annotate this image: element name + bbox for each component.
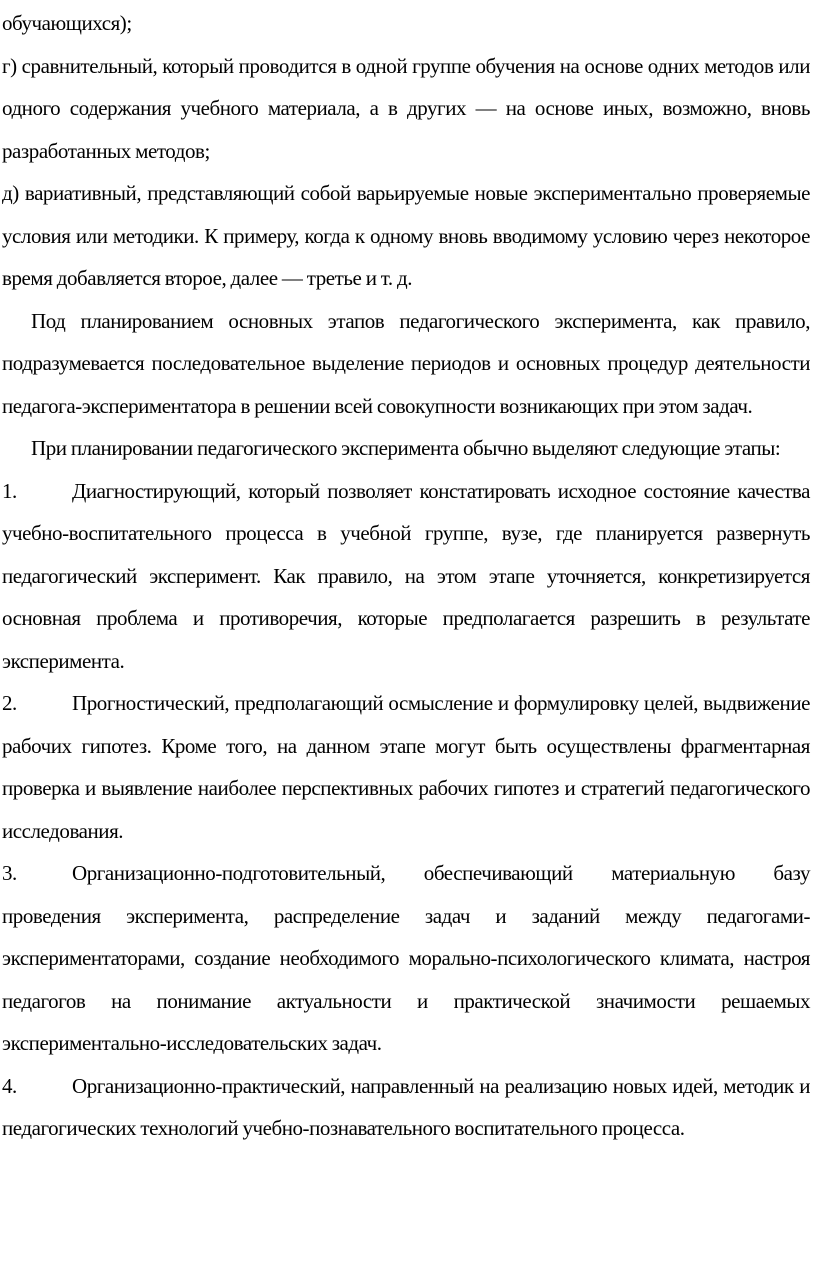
paragraph-item-d: д) вариативный, представляющий собой варьируемые новые экспериментально проверяемые условия или методики. К примеру, когда к одному вновь вводимому условию через некоторое время добавляется второе, далее — третье и т. д. (2, 181, 810, 290)
stage-text: Организационно-подготовительный, обеспечивающий материальную базу проведения эксперимента, распределение задач и заданий между педагогами-экспериментаторами, создание необходимого морально-психологического климата, настроя педагогов на понимание актуальности и практической значимости решаемых экспериментально-исследовательских задач. (2, 861, 810, 1055)
paragraph-item-g: г) сравнительный, который проводится в одной группе обучения на основе одних методов или одного содержания учебного материала, а в других — на основе иных, возможно, вновь разработанных методов; (2, 53, 810, 163)
stage-item-2 (2, 682, 810, 852)
stage-item-1 (2, 470, 810, 683)
paragraph-stages-intro: При планировании педагогического эксперимента обычно выделяют следующие этапы: (31, 436, 781, 460)
stage-number: 3. (2, 861, 17, 885)
stage-text: Прогностический, предполагающий осмысление и формулировку целей, выдвижение рабочих гипотез. Кроме того, на данном этапе могут быть осуществлены фрагментарная проверка и выявление наиболее перспективных рабочих гипотез и стратегий педагогического исследования. (2, 691, 810, 843)
stage-number: 1. (2, 478, 17, 503)
stage-number: 4. (2, 1073, 17, 1098)
paragraph-continuation: обучающихся); (2, 11, 132, 35)
stage-text: Диагностирующий, который позволяет констатировать исходное состояние качества учебно-воспитательного процесса в учебной группе, вузе, где планируется развернуть педагогический эксперимент. Как правило, на этом этапе уточняется, конкретизируется основная проблема и противоречия, которые предполагается разрешить в результате эксперимента. (2, 478, 810, 673)
stage-number: 2. (2, 691, 17, 715)
paragraph-planning-definition: Под планированием основных этапов педагогического эксперимента, как правило, подразумевается последовательное выделение периодов и основных процедур деятельности педагога-экспериментатора в решении всей совокупности возникающих при этом задач. (2, 308, 810, 418)
stage-item-4 (2, 1065, 810, 1150)
stage-item-3 (2, 852, 810, 1065)
stage-text: Организационно-практический, направленный на реализацию новых идей, методик и педагогических технологий учебно-познавательного воспитательного процесса. (2, 1073, 810, 1140)
